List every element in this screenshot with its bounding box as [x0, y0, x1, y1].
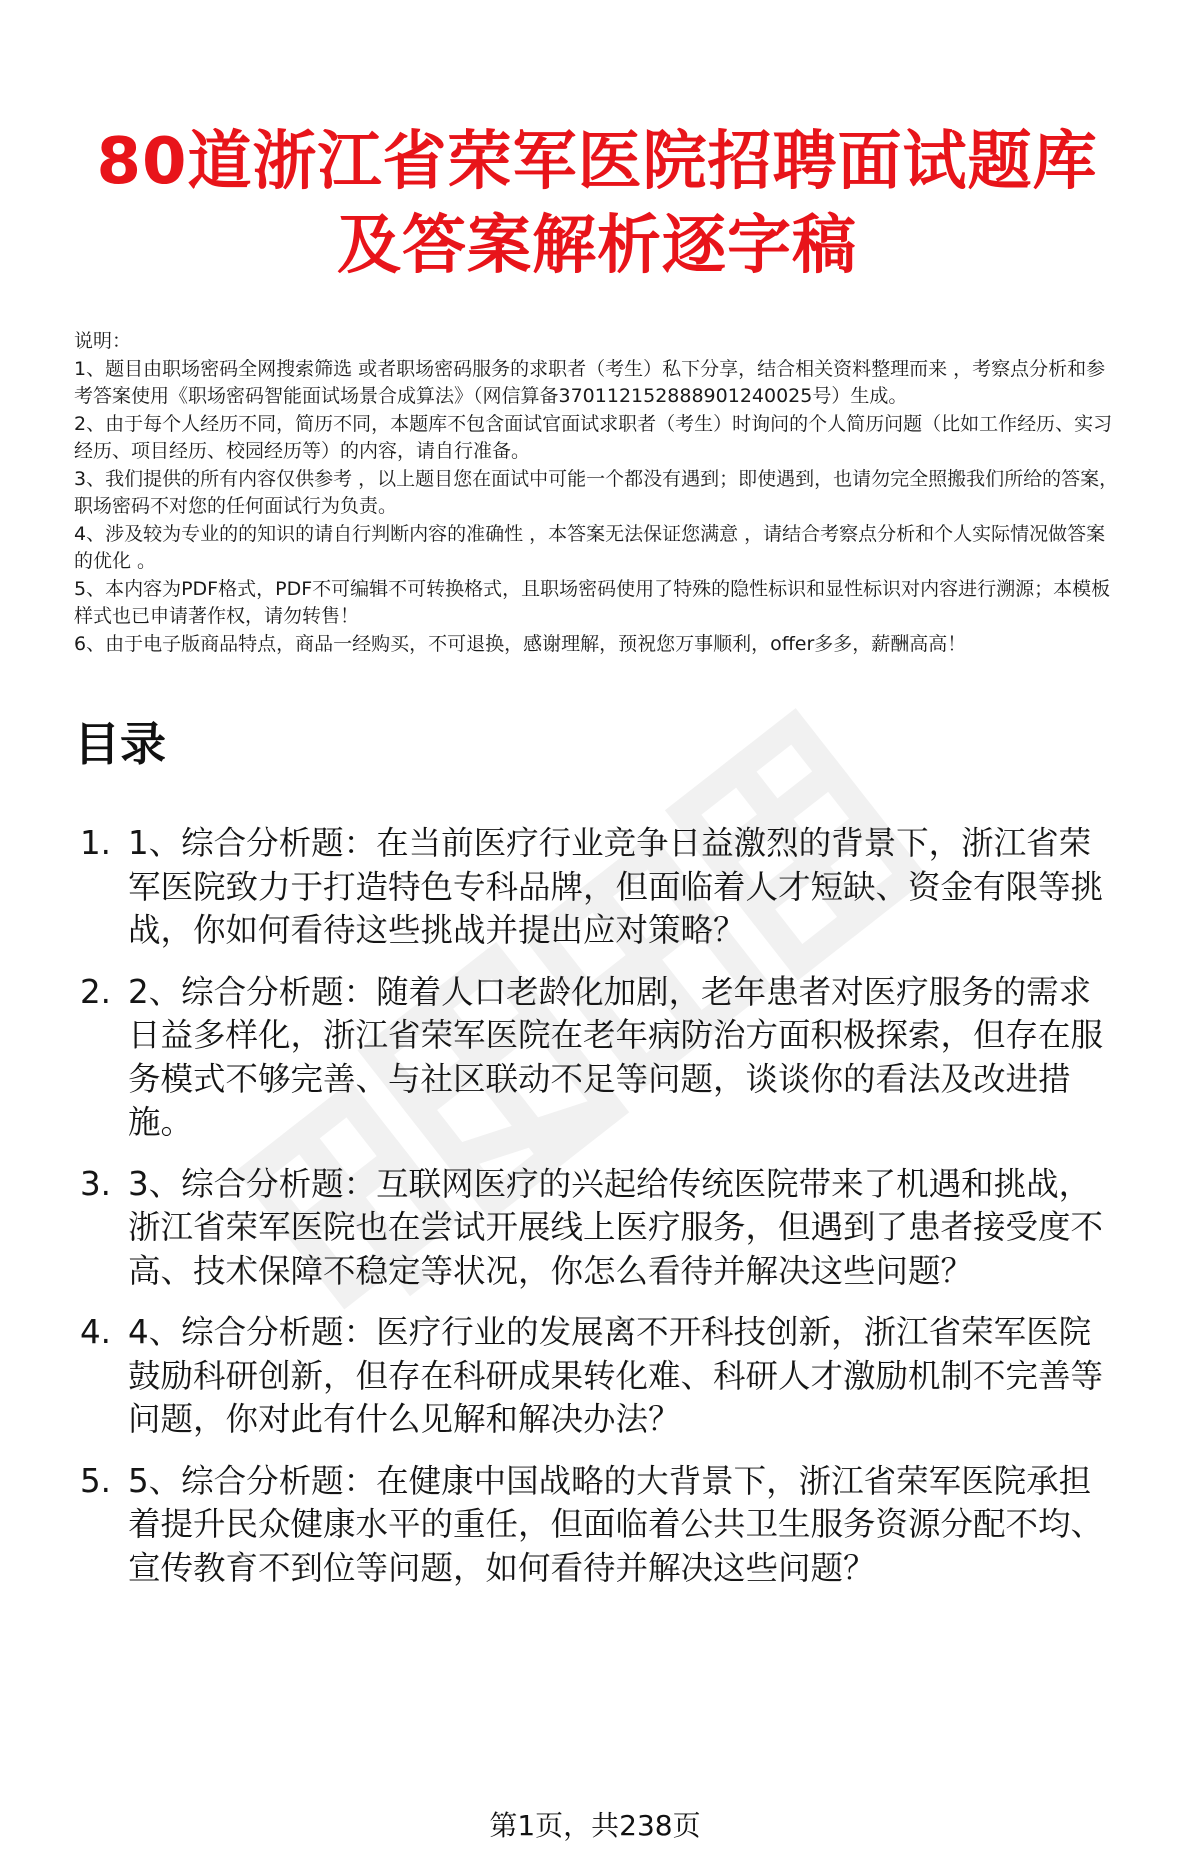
document-title: 80道浙江省荣军医院招聘面试题库及答案解析逐字稿 — [96, 125, 1098, 283]
toc-item[interactable] — [74, 1311, 1120, 1442]
notice-line: 1、题目由职场密码全网搜索筛选 或者职场密码服务的求职者（考生）私下分享，结合相关资料整理而来 ，考察点分析和参考答案使用《职场密码智能面试场景合成算法》（网信算备370112152888901240025号）生成。 — [74, 357, 1106, 407]
toc-item[interactable] — [74, 1163, 1120, 1294]
toc-item-number: 4. — [80, 1313, 112, 1351]
notice-line: 6、由于电子版商品特点，商品一经购买，不可退换，感谢理解，预祝您万事顺利，offer多多，薪酬高高！ — [74, 632, 967, 655]
notice-section — [74, 328, 1120, 658]
toc-item[interactable] — [74, 1460, 1120, 1591]
notice-line: 4、涉及较为专业的的知识的请自行判断内容的准确性 ，本答案无法保证您满意 ，请结合考察点分析和个人实际情况做答案的优化 。 — [74, 522, 1106, 572]
toc-heading: 目录 — [74, 717, 166, 771]
toc-item-number: 1. — [80, 824, 112, 862]
toc-list — [74, 822, 1120, 1590]
notice-line: 说明： — [74, 330, 132, 352]
toc-item-number: 5. — [80, 1461, 112, 1500]
toc-item-number: 2. — [80, 972, 112, 1011]
toc-item[interactable] — [74, 822, 1120, 953]
toc-item-text: 5、综合分析题：在健康中国战略的大背景下，浙江省荣军医院承担着提升民众健康水平的重任，但面临着公共卫生服务资源分配不均、宣传教育不到位等问题，如何看待并解决这些问题？ — [128, 1461, 1104, 1587]
page-number-footer: 第1页，共238页 — [489, 1809, 701, 1842]
toc-item-text: 1、综合分析题：在当前医疗行业竞争日益激烈的背景下，浙江省荣军医院致力于打造特色专科品牌，但面临着人才短缺、资金有限等挑战，你如何看待这些挑战并提出应对策略？ — [128, 824, 1104, 949]
toc-item-text: 2、综合分析题：随着人口老龄化加剧，老年患者对医疗服务的需求日益多样化，浙江省荣军医院在老年病防治方面积极探索，但存在服务模式不够完善、与社区联动不足等问题，谈谈你的看法及改进措施。 — [128, 972, 1104, 1141]
notice-line: 5、本内容为PDF格式，PDF不可编辑不可转换格式，且职场密码使用了特殊的隐性标识和显性标识对内容进行溯源；本模板样式也已申请著作权，请勿转售！ — [74, 577, 1111, 627]
notice-line: 3、我们提供的所有内容仅供参考 ，以上题目您在面试中可能一个都没有遇到；即使遇到，也请勿完全照搬我们所给的答案，职场密码不对您的任何面试行为负责。 — [74, 467, 1119, 517]
toc-item-text: 4、综合分析题：医疗行业的发展离不开科技创新，浙江省荣军医院鼓励科研创新，但存在科研成果转化难、科研人才激励机制不完善等问题，你对此有什么见解和解决办法？ — [128, 1313, 1104, 1438]
notice-line: 2、由于每个人经历不同，简历不同，本题库不包含面试官面试求职者（考生）时询问的个人简历问题（比如工作经历、实习经历、项目经历、校园经历等）的内容，请自行准备。 — [74, 412, 1113, 462]
toc-item-text: 3、综合分析题：互联网医疗的兴起给传统医院带来了机遇和挑战，浙江省荣军医院也在尝试开展线上医疗服务，但遇到了患者接受度不高、技术保障不稳定等状况，你怎么看待并解决这些问题？ — [128, 1164, 1104, 1290]
toc-item-number: 3. — [80, 1164, 112, 1203]
toc-item[interactable] — [74, 971, 1120, 1145]
document-page — [0, 120, 1190, 1590]
